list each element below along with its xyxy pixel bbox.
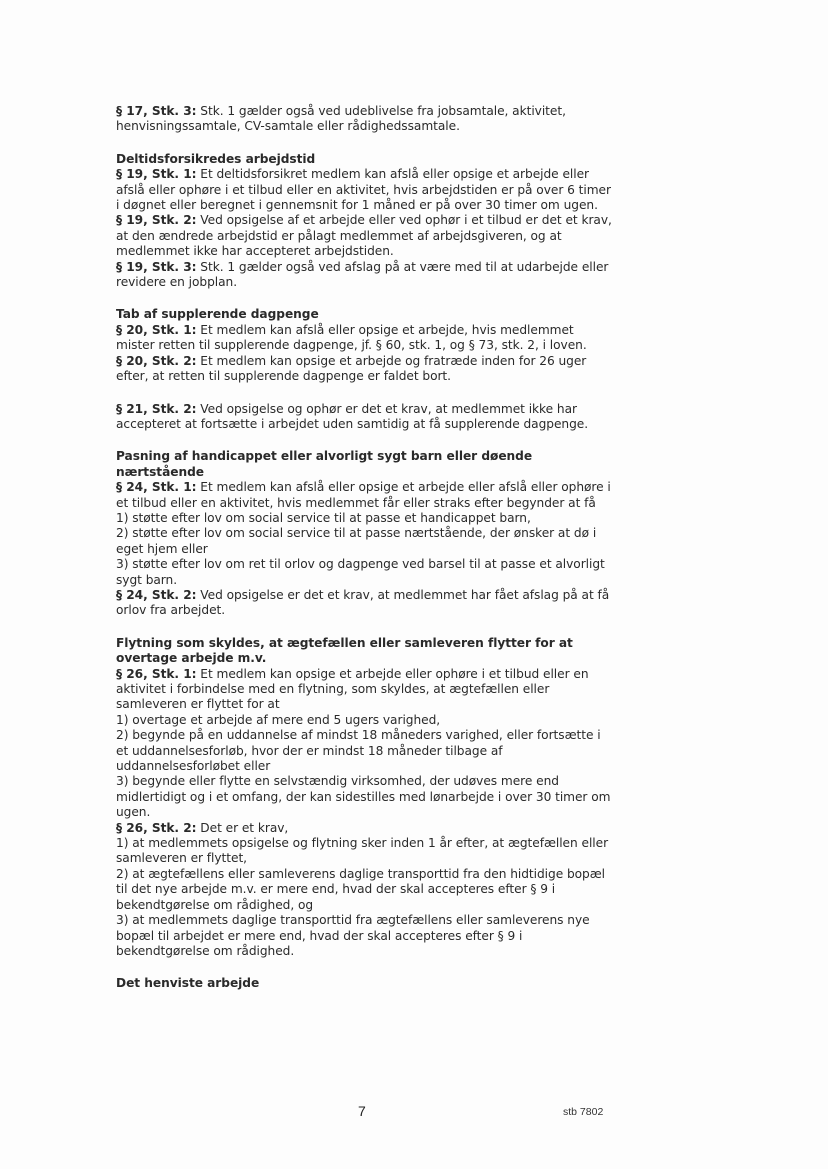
section-reference: § 19, Stk. 1: bbox=[116, 167, 197, 182]
section-heading: Tab af supplerende dagpenge bbox=[116, 307, 319, 322]
paragraph-text: Et medlem kan opsige et arbejde eller ophøre i et tilbud eller en aktivitet i forbindelse med en flytning, som skyldes, at ægtefællen eller samleveren er flyttet for at bbox=[116, 666, 589, 712]
paragraph-provision bbox=[116, 167, 616, 213]
paragraph-text: Det er et krav, bbox=[196, 820, 289, 835]
section-heading: Det henviste arbejde bbox=[116, 976, 260, 991]
paragraph-text: 1) overtage et arbejde af mere end 5 ugers varighed, bbox=[116, 712, 441, 727]
section-heading: Flytning som skyldes, at ægtefællen eller samleveren flytter for at overtage arbejde m.v. bbox=[116, 635, 573, 666]
section-reference: § 19, Stk. 2: bbox=[116, 213, 197, 228]
paragraph-text: 3) støtte efter lov om ret til orlov og dagpenge ved barsel til at passe et alvorligt sygt barn. bbox=[116, 557, 605, 587]
section-reference: § 20, Stk. 2: bbox=[116, 353, 197, 368]
paragraph-text: Ved opsigelse er det et krav, at medlemmet har fået afslag på at få orlov fra arbejdet. bbox=[116, 587, 610, 618]
paragraph-text: 2) begynde på en uddannelse af mindst 18 måneders varighed, eller fortsætte i et uddannelsesforløb, hvor der er mindst 18 måneder tilbage af uddannelsesforløbet eller bbox=[116, 728, 601, 774]
paragraph-text: Ved opsigelse af et arbejde eller ved ophør i et tilbud er det et krav, at den ændrede arbejdstid er pålagt medlemmet af arbejdsgiveren, og at medlemmet ikke har accepteret arbejdstiden. bbox=[116, 213, 612, 259]
paragraph-text: 3) begynde eller flytte en selvstændig virksomhed, der udøves mere end midlertidigt og i et omfang, der kan sidestilles med lønarbejde i over 30 timer om ugen. bbox=[116, 774, 611, 820]
section-reference: § 21, Stk. 2: bbox=[116, 401, 197, 416]
paragraph-provision bbox=[116, 821, 616, 836]
paragraph-provision bbox=[116, 354, 616, 385]
paragraph-text: 1) at medlemmets opsigelse og flytning sker inden 1 år efter, at ægtefællen eller samleveren er flyttet, bbox=[116, 836, 609, 866]
paragraph-item bbox=[116, 913, 616, 959]
paragraph-provision bbox=[116, 213, 616, 259]
section-reference: § 19, Stk. 3: bbox=[116, 259, 197, 274]
paragraph-text: Et medlem kan afslå eller opsige et arbejde, hvis medlemmet mister retten til supplerende dagpenge, jf. § 60, stk. 1, og § 73, stk. 2, i loven. bbox=[116, 322, 587, 353]
paragraph-item bbox=[116, 511, 616, 526]
section bbox=[116, 307, 616, 384]
paragraph-provision bbox=[116, 588, 616, 619]
paragraph-item bbox=[116, 836, 616, 867]
section bbox=[116, 104, 616, 135]
section-reference: § 24, Stk. 2: bbox=[116, 587, 197, 602]
paragraph-provision bbox=[116, 480, 616, 511]
paragraph-text: 2) støtte efter lov om social service til at passe nærtstående, der ønsker at dø i eget hjem eller bbox=[116, 526, 597, 556]
section bbox=[116, 449, 616, 618]
paragraph-item bbox=[116, 867, 616, 913]
paragraph-text: Et deltidsforsikret medlem kan afslå eller opsige et arbejde eller afslå eller ophøre i et tilbud eller en aktivitet, hvis arbejdstiden er på over 6 timer i døgnet eller beregnet i gennemsnit for 1 måned er på over 30 timer om ugen. bbox=[116, 167, 611, 213]
section-reference: § 26, Stk. 1: bbox=[116, 666, 197, 681]
paragraph-item bbox=[116, 713, 616, 728]
section-heading: Deltidsforsikredes arbejdstid bbox=[116, 151, 316, 166]
paragraph-text: 2) at ægtefællens eller samleverens daglige transporttid fra den hidtidige bopæl til det nye arbejde m.v. er mere end, hvad der skal accepteres efter § 9 i bekendtgørelse om rådighed, og bbox=[116, 866, 605, 912]
paragraph-provision bbox=[116, 260, 616, 291]
section-reference: § 20, Stk. 1: bbox=[116, 322, 197, 337]
paragraph-text: Et medlem kan afslå eller opsige et arbejde eller afslå eller ophøre i et tilbud eller en aktivitet, hvis medlemmet får eller straks efter begynder at få bbox=[116, 480, 611, 510]
paragraph-text: Stk. 1 gælder også ved afslag på at være med til at udarbejde eller revidere en jobplan. bbox=[116, 259, 609, 290]
document-code: stb 7802 bbox=[563, 1106, 604, 1118]
section bbox=[116, 402, 616, 433]
paragraph-text: Et medlem kan opsige et arbejde og fratræde inden for 26 uger efter, at retten til supplerende dagpenge er faldet bort. bbox=[116, 353, 587, 384]
paragraph-item bbox=[116, 557, 616, 588]
paragraph-item bbox=[116, 774, 616, 820]
section bbox=[116, 636, 616, 960]
paragraph-provision bbox=[116, 402, 616, 433]
page-number: 7 bbox=[358, 1103, 366, 1119]
paragraph-text: 3) at medlemmets daglige transporttid fra ægtefællens eller samleverens nye bopæl til arbejdet er mere end, hvad der skal accepteres efter § 9 i bekendtgørelse om rådighed. bbox=[116, 913, 590, 958]
paragraph-text: Ved opsigelse og ophør er det et krav, at medlemmet ikke har accepteret at fortsætte i arbejdet uden samtidig at få supplerende dagpenge. bbox=[116, 401, 589, 431]
paragraph-item bbox=[116, 526, 616, 557]
section-heading: Pasning af handicappet eller alvorligt sygt barn eller døende nærtstående bbox=[116, 449, 533, 479]
paragraph-provision bbox=[116, 104, 616, 135]
paragraph-text: Stk. 1 gælder også ved udeblivelse fra jobsamtale, aktivitet, henvisningssamtale, CV-samtale eller rådighedssamtale. bbox=[116, 104, 566, 134]
paragraph-provision bbox=[116, 323, 616, 354]
paragraph-item bbox=[116, 728, 616, 774]
section-reference: § 17, Stk. 3: bbox=[116, 104, 197, 118]
document-body bbox=[116, 104, 616, 1009]
paragraph-text: 1) støtte efter lov om social service til at passe et handicappet barn, bbox=[116, 510, 531, 525]
paragraph-provision bbox=[116, 667, 616, 713]
section bbox=[116, 976, 616, 991]
section-reference: § 26, Stk. 2: bbox=[116, 820, 197, 835]
section bbox=[116, 152, 616, 291]
section-reference: § 24, Stk. 1: bbox=[116, 480, 197, 495]
